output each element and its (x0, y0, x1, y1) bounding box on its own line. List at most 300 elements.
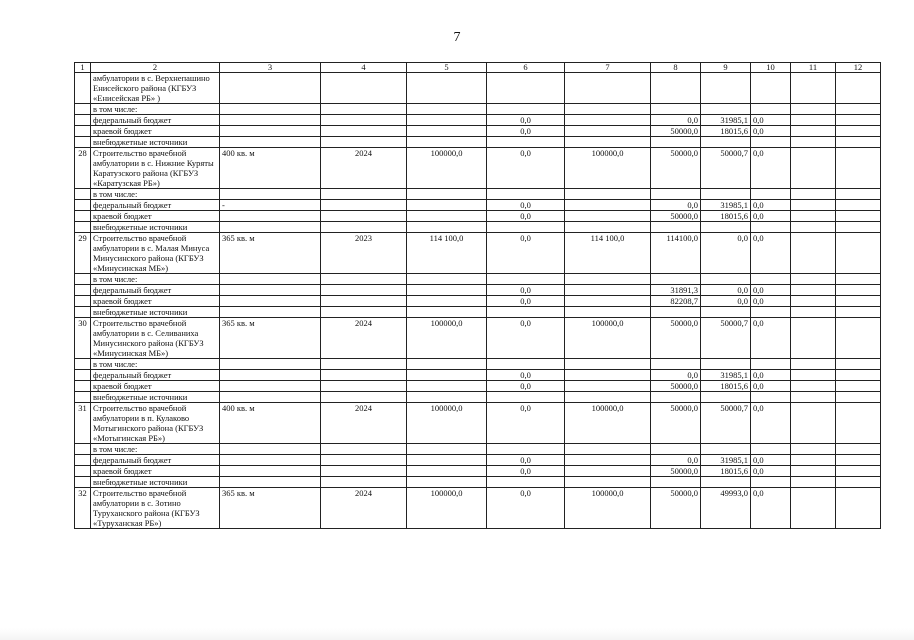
table-cell: 0,0 (751, 403, 791, 444)
table-cell (321, 477, 407, 488)
table-cell (75, 115, 91, 126)
column-header: 11 (791, 63, 836, 73)
table-cell (565, 307, 651, 318)
table-cell: внебюджетные источники (91, 137, 220, 148)
table-cell (751, 104, 791, 115)
table-cell (75, 444, 91, 455)
table-cell (220, 455, 321, 466)
table-cell (565, 200, 651, 211)
table-cell: 0,0 (487, 126, 565, 137)
funding-row (75, 115, 881, 126)
table-cell (565, 115, 651, 126)
table-cell (651, 73, 701, 104)
table-cell (75, 73, 91, 104)
table-cell: в том числе: (91, 104, 220, 115)
table-cell (565, 296, 651, 307)
table-cell (836, 318, 881, 359)
table-cell: 100000,0 (407, 318, 487, 359)
table-cell (75, 370, 91, 381)
table-cell (487, 73, 565, 104)
table-cell (75, 274, 91, 285)
table-cell (75, 285, 91, 296)
table-cell (220, 466, 321, 477)
table-cell (407, 466, 487, 477)
table-cell (487, 222, 565, 233)
table-cell (651, 444, 701, 455)
table-cell (75, 126, 91, 137)
table-cell (565, 455, 651, 466)
table-cell (487, 189, 565, 200)
table-cell (701, 137, 751, 148)
funding-row (75, 392, 881, 403)
table-cell: краевой бюджет (91, 211, 220, 222)
table-cell: 365 кв. м (220, 488, 321, 529)
table-cell: краевой бюджет (91, 296, 220, 307)
table-cell: - (220, 200, 321, 211)
table-cell (75, 307, 91, 318)
table-cell (321, 359, 407, 370)
table-cell (836, 455, 881, 466)
table-cell (75, 104, 91, 115)
table-cell (791, 488, 836, 529)
table-cell (751, 359, 791, 370)
table-cell (701, 392, 751, 403)
table-cell (407, 307, 487, 318)
table-cell: 365 кв. м (220, 233, 321, 274)
table-cell (407, 126, 487, 137)
table-cell (791, 222, 836, 233)
table-cell (565, 381, 651, 392)
table-cell (651, 274, 701, 285)
table-cell (701, 307, 751, 318)
table-cell (75, 200, 91, 211)
table-cell (220, 370, 321, 381)
table-cell (565, 285, 651, 296)
table-cell (75, 392, 91, 403)
table-cell: 0,0 (651, 455, 701, 466)
table-cell: 0,0 (487, 115, 565, 126)
table-cell (407, 285, 487, 296)
funding-row (75, 285, 881, 296)
table-cell (791, 403, 836, 444)
table-cell (651, 222, 701, 233)
table-cell (321, 466, 407, 477)
table-cell: 18015,6 (701, 211, 751, 222)
table-cell: 2024 (321, 318, 407, 359)
table-cell: 32 (75, 488, 91, 529)
table-cell (220, 126, 321, 137)
table-cell (701, 477, 751, 488)
table-cell (565, 359, 651, 370)
table-cell (220, 296, 321, 307)
table-cell: 31985,1 (701, 455, 751, 466)
table-cell: 400 кв. м (220, 148, 321, 189)
table-cell (407, 274, 487, 285)
table-cell (407, 200, 487, 211)
table-cell (220, 274, 321, 285)
table-cell: 50000,0 (651, 381, 701, 392)
table-cell (791, 307, 836, 318)
table-cell (701, 222, 751, 233)
table-cell (836, 115, 881, 126)
table-cell (220, 189, 321, 200)
table-cell (791, 274, 836, 285)
table-cell (836, 211, 881, 222)
table-cell (836, 233, 881, 274)
table-cell (701, 274, 751, 285)
column-header: 7 (565, 63, 651, 73)
table-cell (75, 189, 91, 200)
table-cell (791, 296, 836, 307)
table-cell: 0,0 (487, 233, 565, 274)
table-cell (220, 211, 321, 222)
table-cell (321, 126, 407, 137)
column-header: 1 (75, 63, 91, 73)
table-cell: 100000,0 (565, 148, 651, 189)
table-cell (836, 148, 881, 189)
column-header: 12 (836, 63, 881, 73)
table-cell (651, 189, 701, 200)
table-cell: 18015,6 (701, 381, 751, 392)
table-cell: федеральный бюджет (91, 370, 220, 381)
table-cell (751, 137, 791, 148)
table-cell: 50000,7 (701, 403, 751, 444)
table-cell: 100000,0 (565, 403, 651, 444)
table-cell (220, 359, 321, 370)
table-cell (407, 211, 487, 222)
table-cell: внебюджетные источники (91, 392, 220, 403)
table-cell: 0,0 (751, 285, 791, 296)
project-row (75, 148, 881, 189)
project-row (75, 233, 881, 274)
budget-table (74, 62, 881, 529)
table-cell: 50000,0 (651, 318, 701, 359)
table-cell (836, 222, 881, 233)
table-cell (791, 466, 836, 477)
table-cell: 50000,0 (651, 488, 701, 529)
table-cell: 114 100,0 (407, 233, 487, 274)
table-cell (75, 455, 91, 466)
table-cell (751, 307, 791, 318)
table-cell (701, 189, 751, 200)
table-cell: 0,0 (487, 370, 565, 381)
table-cell: в том числе: (91, 274, 220, 285)
table-cell: 0,0 (751, 233, 791, 274)
table-cell: 28 (75, 148, 91, 189)
project-row (75, 318, 881, 359)
table-cell (321, 200, 407, 211)
table-cell (751, 73, 791, 104)
table-cell (791, 211, 836, 222)
column-header: 3 (220, 63, 321, 73)
funding-row (75, 381, 881, 392)
table-cell (565, 444, 651, 455)
table-cell (75, 222, 91, 233)
table-cell (791, 137, 836, 148)
table-cell (836, 73, 881, 104)
table-cell (407, 115, 487, 126)
table-cell (791, 189, 836, 200)
table-cell: 18015,6 (701, 466, 751, 477)
table-cell: 114100,0 (651, 233, 701, 274)
table-cell: 50000,0 (651, 403, 701, 444)
table-cell (651, 137, 701, 148)
table-cell (321, 381, 407, 392)
table-cell (75, 296, 91, 307)
table-cell (791, 233, 836, 274)
table-cell (836, 370, 881, 381)
table-cell (321, 285, 407, 296)
table-cell: 50000,7 (701, 318, 751, 359)
table-cell: краевой бюджет (91, 126, 220, 137)
table-cell (220, 285, 321, 296)
table-cell (220, 115, 321, 126)
table-cell (565, 137, 651, 148)
table-cell (75, 466, 91, 477)
project-row (75, 403, 881, 444)
table-cell: Строительство врачебной амбулатории в п. Кулаково Мотыгинского района (КГБУЗ «Мотыгинская РБ») (91, 403, 220, 444)
funding-row (75, 104, 881, 115)
table-cell: амбулатории в с. Верхнепашино Енисейского района (КГБУЗ «Енисейская РБ» ) (91, 73, 220, 104)
table-cell (321, 73, 407, 104)
table-cell (487, 307, 565, 318)
table-cell (220, 222, 321, 233)
table-cell: 2024 (321, 488, 407, 529)
table-cell (791, 104, 836, 115)
table-cell: 0,0 (487, 466, 565, 477)
table-cell (220, 104, 321, 115)
table-cell (791, 115, 836, 126)
table-cell (836, 381, 881, 392)
table-cell: 0,0 (487, 318, 565, 359)
table-cell: 0,0 (651, 370, 701, 381)
table-cell (751, 392, 791, 403)
column-header: 8 (651, 63, 701, 73)
table-cell: 0,0 (487, 381, 565, 392)
table-cell (791, 126, 836, 137)
table-cell (220, 307, 321, 318)
table-cell: 31985,1 (701, 370, 751, 381)
table-cell: 0,0 (751, 466, 791, 477)
table-cell: 100000,0 (407, 148, 487, 189)
table-cell (836, 137, 881, 148)
table-cell: 2023 (321, 233, 407, 274)
table-cell: 0,0 (751, 200, 791, 211)
table-cell (791, 318, 836, 359)
table-cell (220, 392, 321, 403)
table-cell: 0,0 (751, 455, 791, 466)
table-cell (565, 211, 651, 222)
table-cell: федеральный бюджет (91, 115, 220, 126)
table-cell (321, 137, 407, 148)
table-cell (407, 73, 487, 104)
table-cell (75, 211, 91, 222)
header-row (75, 63, 881, 73)
table-cell: 50000,0 (651, 126, 701, 137)
table-cell: 2024 (321, 148, 407, 189)
table-cell (836, 296, 881, 307)
funding-row (75, 444, 881, 455)
table-cell (321, 211, 407, 222)
table-cell: 0,0 (751, 296, 791, 307)
funding-row (75, 222, 881, 233)
table-cell (407, 189, 487, 200)
table-cell (791, 148, 836, 189)
table-cell: Строительство врачебной амбулатории в с. Нижние Куряты Каратузского района (КГБУЗ «Каратузская РБ») (91, 148, 220, 189)
scan-edge (0, 628, 914, 640)
table-cell: в том числе: (91, 189, 220, 200)
funding-row (75, 189, 881, 200)
table-cell (751, 477, 791, 488)
table-cell (565, 104, 651, 115)
table-cell: 30 (75, 318, 91, 359)
table-cell (487, 477, 565, 488)
column-header: 10 (751, 63, 791, 73)
table-cell: 100000,0 (407, 488, 487, 529)
table-cell (565, 126, 651, 137)
table-cell (791, 381, 836, 392)
table-cell (321, 274, 407, 285)
funding-row (75, 274, 881, 285)
table-cell (407, 444, 487, 455)
table-cell (75, 359, 91, 370)
funding-row (75, 455, 881, 466)
table-cell (836, 444, 881, 455)
table-cell: внебюджетные источники (91, 222, 220, 233)
table-cell (836, 285, 881, 296)
table-cell: 82208,7 (651, 296, 701, 307)
table-cell: 2024 (321, 403, 407, 444)
table-cell (836, 200, 881, 211)
table-cell (407, 222, 487, 233)
table-cell: 0,0 (487, 285, 565, 296)
table-cell (75, 137, 91, 148)
table-cell (75, 477, 91, 488)
table-cell (836, 403, 881, 444)
table-cell: внебюджетные источники (91, 477, 220, 488)
table-cell (836, 307, 881, 318)
funding-row (75, 296, 881, 307)
table-cell: Строительство врачебной амбулатории в с. Селиваниха Минусинского района (КГБУЗ «Минусинская МБ») (91, 318, 220, 359)
table-cell (751, 189, 791, 200)
table-cell (75, 381, 91, 392)
table-cell: 50000,0 (651, 211, 701, 222)
column-header: 9 (701, 63, 751, 73)
table-cell (220, 444, 321, 455)
table-cell: в том числе: (91, 444, 220, 455)
table-cell (836, 104, 881, 115)
table-cell: 0,0 (751, 381, 791, 392)
table-cell (791, 455, 836, 466)
table-cell (220, 73, 321, 104)
table-cell (791, 359, 836, 370)
table-cell (791, 200, 836, 211)
table-cell (487, 137, 565, 148)
funding-row (75, 126, 881, 137)
table-cell: 0,0 (487, 200, 565, 211)
funding-row (75, 200, 881, 211)
table-cell: 31985,1 (701, 115, 751, 126)
table-cell (321, 370, 407, 381)
table-cell (751, 444, 791, 455)
table-cell: 50000,0 (651, 148, 701, 189)
table-cell: 0,0 (487, 455, 565, 466)
table-cell (565, 189, 651, 200)
table-cell (651, 392, 701, 403)
table-cell: 400 кв. м (220, 403, 321, 444)
table-cell: 31 (75, 403, 91, 444)
table-cell: 0,0 (751, 488, 791, 529)
table-cell (407, 381, 487, 392)
table-cell: 0,0 (701, 296, 751, 307)
table-cell (565, 392, 651, 403)
table-cell (836, 477, 881, 488)
table-cell (791, 444, 836, 455)
table-cell (701, 444, 751, 455)
funding-row (75, 359, 881, 370)
table-cell (791, 392, 836, 403)
table-cell (701, 359, 751, 370)
table-cell (701, 104, 751, 115)
table-cell (321, 296, 407, 307)
table-cell (321, 392, 407, 403)
table-cell (321, 189, 407, 200)
table-cell (651, 307, 701, 318)
table-cell (791, 285, 836, 296)
table-cell: 31985,1 (701, 200, 751, 211)
table-cell (487, 104, 565, 115)
table-cell: 0,0 (751, 370, 791, 381)
table-cell (407, 477, 487, 488)
table-cell: 18015,6 (701, 126, 751, 137)
table-cell (836, 488, 881, 529)
table-cell: Строительство врачебной амбулатории в с. Малая Минуса Минусинского района (КГБУЗ «Минусинская МБ») (91, 233, 220, 274)
table-cell (836, 392, 881, 403)
table-cell: 0,0 (751, 211, 791, 222)
table-cell (791, 73, 836, 104)
table-cell (651, 359, 701, 370)
table-cell (220, 137, 321, 148)
table-cell: 0,0 (751, 126, 791, 137)
table-cell: 50000,0 (651, 466, 701, 477)
table-cell: федеральный бюджет (91, 455, 220, 466)
table-cell (836, 466, 881, 477)
table-cell (321, 307, 407, 318)
table-cell (565, 477, 651, 488)
table-cell: федеральный бюджет (91, 285, 220, 296)
table-cell: 0,0 (487, 488, 565, 529)
table-cell (836, 359, 881, 370)
table-cell (407, 392, 487, 403)
table-cell: 0,0 (701, 285, 751, 296)
funding-row (75, 466, 881, 477)
table-cell (220, 381, 321, 392)
table-cell (565, 466, 651, 477)
funding-row (75, 137, 881, 148)
table-cell (407, 137, 487, 148)
funding-row (75, 370, 881, 381)
table-cell: 0,0 (651, 115, 701, 126)
column-header: 5 (407, 63, 487, 73)
table-cell (651, 477, 701, 488)
table-cell: 0,0 (651, 200, 701, 211)
table-cell (407, 104, 487, 115)
funding-row (75, 211, 881, 222)
table-cell (565, 222, 651, 233)
table-cell: 365 кв. м (220, 318, 321, 359)
table-cell: 100000,0 (565, 318, 651, 359)
table-cell (751, 274, 791, 285)
